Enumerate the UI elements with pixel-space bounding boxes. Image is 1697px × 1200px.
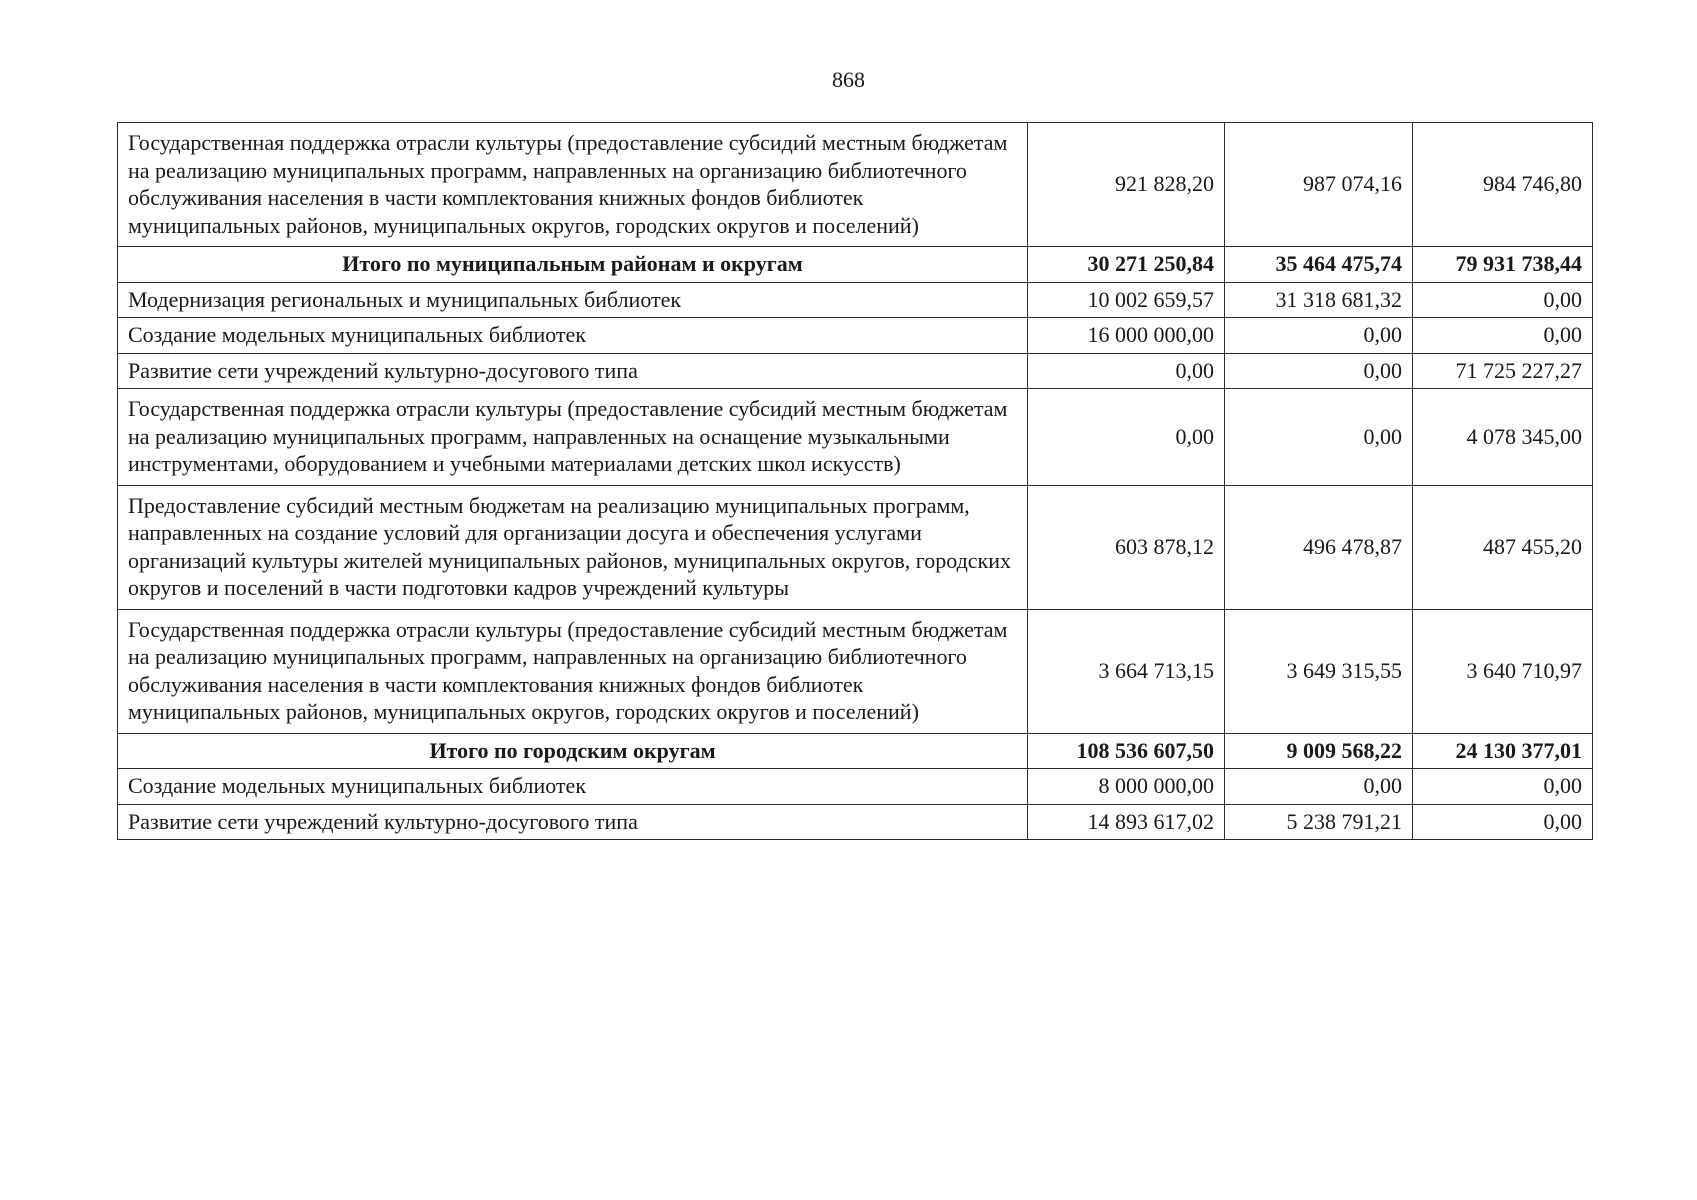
row-value-3: 0,00 xyxy=(1413,804,1593,840)
row-value-2: 987 074,16 xyxy=(1225,123,1413,247)
table-row xyxy=(118,123,1593,247)
row-value-2: 496 478,87 xyxy=(1225,485,1413,609)
total-value-3: 24 130 377,01 xyxy=(1413,733,1593,769)
row-value-1: 603 878,12 xyxy=(1028,485,1225,609)
row-value-3: 3 640 710,97 xyxy=(1413,609,1593,733)
table-row xyxy=(118,389,1593,486)
row-value-3: 487 455,20 xyxy=(1413,485,1593,609)
row-value-1: 14 893 617,02 xyxy=(1028,804,1225,840)
row-description: Модернизация региональных и муниципальных библиотек xyxy=(118,282,1028,318)
row-description: Предоставление субсидий местным бюджетам на реализацию муниципальных программ, направленных на создание условий для организации досуга и обеспечения услугами организаций культуры жителей муниципальных районов, муниципальных округов, городских округов и поселений в части подготовки кадров учреждений культуры xyxy=(118,485,1028,609)
row-value-3: 0,00 xyxy=(1413,282,1593,318)
total-row xyxy=(118,247,1593,283)
row-value-1: 0,00 xyxy=(1028,389,1225,486)
total-value-3: 79 931 738,44 xyxy=(1413,247,1593,283)
row-value-3: 0,00 xyxy=(1413,318,1593,354)
row-value-2: 5 238 791,21 xyxy=(1225,804,1413,840)
table-row xyxy=(118,282,1593,318)
total-value-2: 35 464 475,74 xyxy=(1225,247,1413,283)
page-number: 868 xyxy=(832,67,865,92)
row-description: Государственная поддержка отрасли культуры (предоставление субсидий местным бюджетам на реализацию муниципальных программ, направленных на оснащение музыкальными инструментами, оборудованием и учебными материалами детских школ искусств) xyxy=(118,389,1028,486)
table-row xyxy=(118,485,1593,609)
row-description: Развитие сети учреждений культурно-досугового типа xyxy=(118,353,1028,389)
row-value-1: 0,00 xyxy=(1028,353,1225,389)
row-description: Создание модельных муниципальных библиотек xyxy=(118,318,1028,354)
row-value-1: 10 002 659,57 xyxy=(1028,282,1225,318)
total-label: Итого по городским округам xyxy=(118,733,1028,769)
table-row xyxy=(118,353,1593,389)
row-value-3: 984 746,80 xyxy=(1413,123,1593,247)
table-row xyxy=(118,609,1593,733)
total-value-1: 30 271 250,84 xyxy=(1028,247,1225,283)
total-row xyxy=(118,733,1593,769)
total-value-2: 9 009 568,22 xyxy=(1225,733,1413,769)
row-value-2: 31 318 681,32 xyxy=(1225,282,1413,318)
table-row xyxy=(118,804,1593,840)
row-description: Развитие сети учреждений культурно-досугового типа xyxy=(118,804,1028,840)
row-value-2: 0,00 xyxy=(1225,769,1413,805)
total-label: Итого по муниципальным районам и округам xyxy=(118,247,1028,283)
row-value-1: 8 000 000,00 xyxy=(1028,769,1225,805)
row-value-3: 0,00 xyxy=(1413,769,1593,805)
row-description: Создание модельных муниципальных библиотек xyxy=(118,769,1028,805)
row-value-2: 0,00 xyxy=(1225,389,1413,486)
row-value-3: 71 725 227,27 xyxy=(1413,353,1593,389)
table-row xyxy=(118,318,1593,354)
table-row xyxy=(118,769,1593,805)
row-value-2: 3 649 315,55 xyxy=(1225,609,1413,733)
row-value-2: 0,00 xyxy=(1225,318,1413,354)
row-description: Государственная поддержка отрасли культуры (предоставление субсидий местным бюджетам на реализацию муниципальных программ, направленных на организацию библиотечного обслуживания населения в части комплектования книжных фондов библиотек муниципальных районов, муниципальных округов, городских округов и поселений) xyxy=(118,123,1028,247)
row-value-1: 3 664 713,15 xyxy=(1028,609,1225,733)
budget-table xyxy=(117,122,1593,840)
row-value-1: 921 828,20 xyxy=(1028,123,1225,247)
row-description: Государственная поддержка отрасли культуры (предоставление субсидий местным бюджетам на реализацию муниципальных программ, направленных на организацию библиотечного обслуживания населения в части комплектования книжных фондов библиотек муниципальных районов, муниципальных округов, городских округов и поселений) xyxy=(118,609,1028,733)
row-value-1: 16 000 000,00 xyxy=(1028,318,1225,354)
row-value-3: 4 078 345,00 xyxy=(1413,389,1593,486)
row-value-2: 0,00 xyxy=(1225,353,1413,389)
total-value-1: 108 536 607,50 xyxy=(1028,733,1225,769)
